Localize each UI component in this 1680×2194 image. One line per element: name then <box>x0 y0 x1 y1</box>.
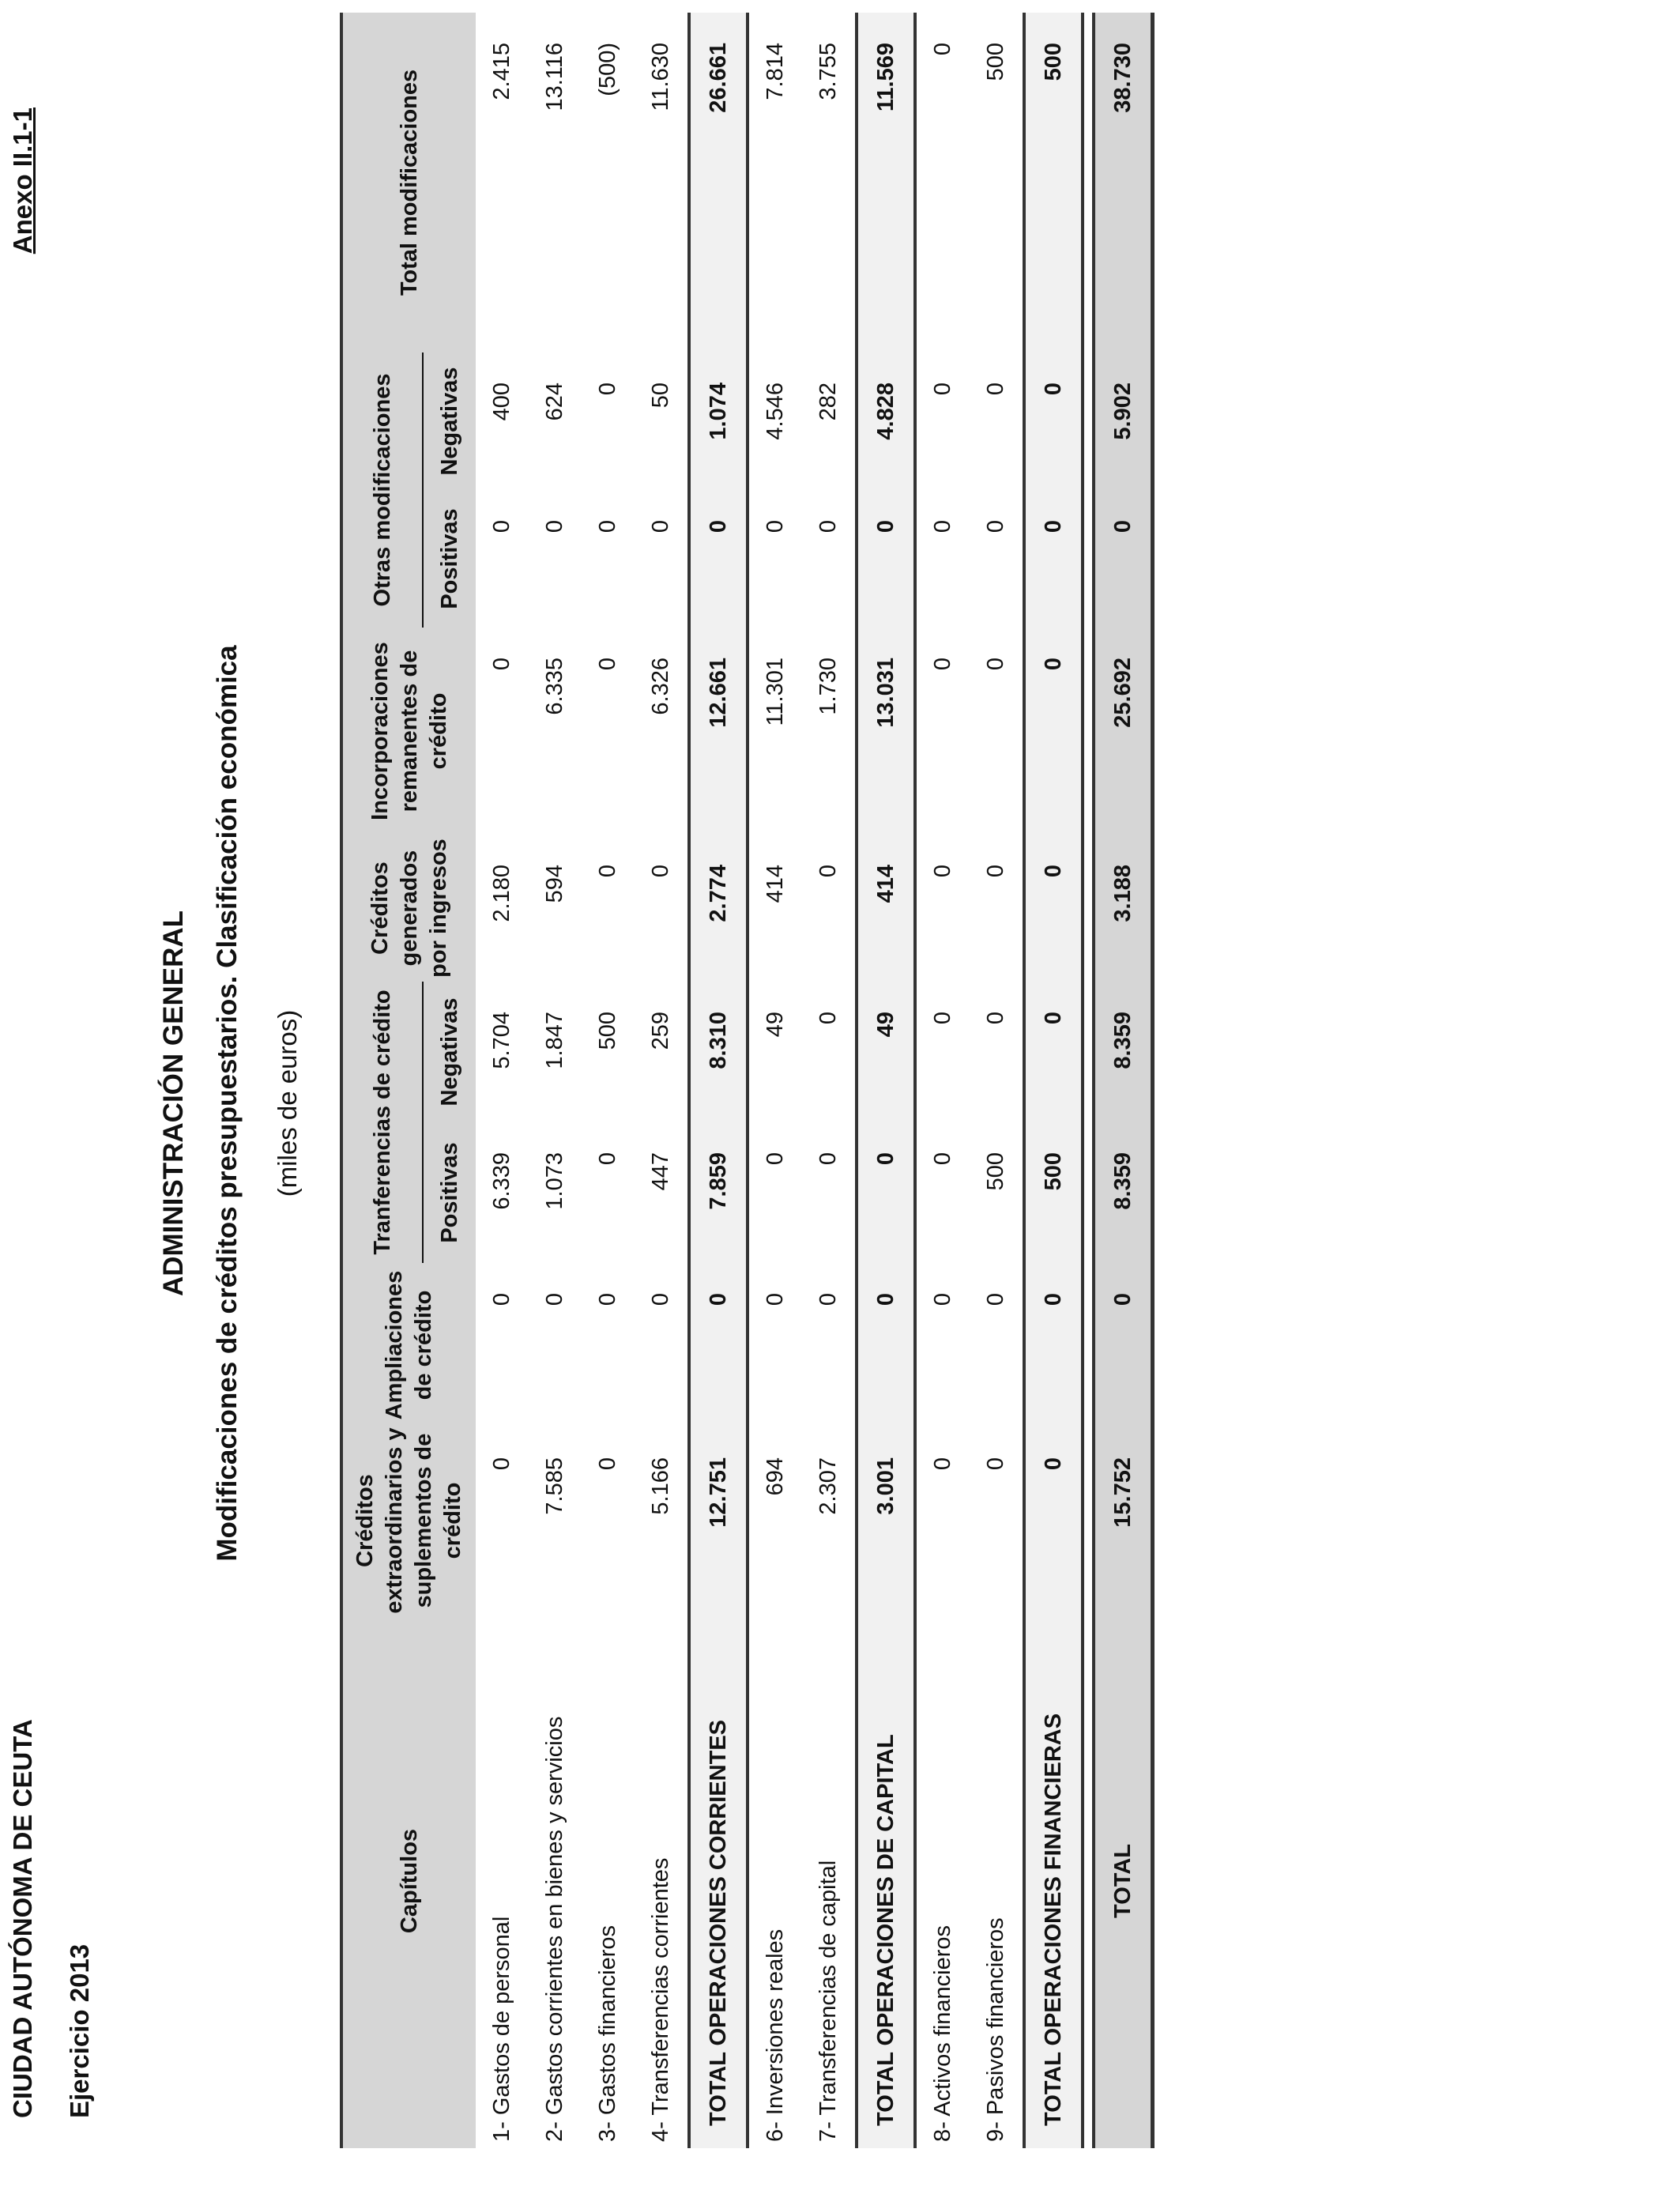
cell: 0 <box>489 658 514 671</box>
cell: 38.730 <box>1094 13 1153 352</box>
cell: 2.180 <box>489 865 514 922</box>
subtotal-row <box>689 13 748 2148</box>
row-label: TOTAL OPERACIONES CORRIENTES <box>689 1614 748 2148</box>
cell: 0 <box>983 865 1008 878</box>
units-label: (miles de euros) <box>273 1009 302 1197</box>
spacer-cell <box>1083 13 1094 2148</box>
header-creditos-generados: Créditos generados por ingresos <box>341 835 476 982</box>
cell: 3.755 <box>816 43 841 100</box>
cell: 12.751 <box>689 1427 748 1614</box>
cell: 7.814 <box>763 43 788 100</box>
cell: 11.569 <box>857 13 915 352</box>
cell: 0 <box>595 658 620 671</box>
cell: 8.310 <box>689 982 748 1122</box>
cell: 0 <box>930 383 955 396</box>
header-transferencias-positivas: Positivas <box>423 1122 476 1263</box>
cell: 0 <box>930 520 955 533</box>
row-label: TOTAL OPERACIONES FINANCIERAS <box>1024 1614 1083 2148</box>
row-label: TOTAL <box>1094 1614 1153 2148</box>
cell: 0 <box>489 1457 514 1471</box>
cell: 0 <box>983 1293 1008 1306</box>
table-row <box>802 13 857 2148</box>
cell: 6.339 <box>489 1152 514 1210</box>
exercise-year: Ejercicio 2013 <box>65 1943 94 2118</box>
cell: 2.774 <box>689 835 748 982</box>
row-label: 3- Gastos financieros <box>595 1924 620 2142</box>
cell: 0 <box>489 1293 514 1306</box>
cell: 0 <box>1024 490 1083 628</box>
cell: 0 <box>1024 1263 1083 1427</box>
cell: 49 <box>763 1012 788 1038</box>
spacer-row <box>1083 13 1094 2148</box>
row-label: 6- Inversiones reales <box>763 1928 788 2142</box>
cell: 0 <box>1094 1263 1153 1427</box>
cell: 1.074 <box>689 352 748 490</box>
table-row <box>748 13 802 2148</box>
cell: 694 <box>763 1457 788 1496</box>
row-label: TOTAL OPERACIONES DE CAPITAL <box>857 1614 915 2148</box>
grand-total-row <box>1094 13 1153 2148</box>
cell: 5.902 <box>1094 352 1153 490</box>
cell: 0 <box>595 383 620 396</box>
header-transferencias-negativas: Negativas <box>423 982 476 1122</box>
cell: 500 <box>1024 1122 1083 1263</box>
cell: 400 <box>489 383 514 421</box>
cell: 50 <box>648 383 673 409</box>
cell: 282 <box>816 383 841 421</box>
cell: 414 <box>763 865 788 903</box>
cell: 26.661 <box>689 13 748 352</box>
cell: (500) <box>595 43 620 96</box>
cell: 0 <box>1024 982 1083 1122</box>
cell: 0 <box>689 1263 748 1427</box>
cell: 500 <box>983 1152 1008 1191</box>
cell: 624 <box>542 383 567 421</box>
cell: 3.001 <box>857 1427 915 1614</box>
cell: 7.585 <box>542 1457 567 1515</box>
subtitle: Modificaciones de créditos presupuestarios. Clasificación económica <box>212 645 243 1562</box>
cell: 0 <box>857 1263 915 1427</box>
header-otras-positivas: Positivas <box>423 490 476 628</box>
cell: 500 <box>595 1012 620 1050</box>
header-capitulos: Capítulos <box>341 1614 476 2148</box>
cell: 500 <box>1024 13 1083 352</box>
header-incorporaciones: Incorporaciones remanentes de crédito <box>341 628 476 835</box>
cell: 11.630 <box>648 43 673 111</box>
table-row <box>915 13 970 2148</box>
cell: 0 <box>930 1457 955 1471</box>
subtotal-row <box>1024 13 1083 2148</box>
cell: 5.166 <box>648 1457 673 1515</box>
cell: 8.359 <box>1094 982 1153 1122</box>
main-title: ADMINISTRACIÓN GENERAL <box>158 910 189 1297</box>
cell: 2.307 <box>816 1457 841 1515</box>
cell: 0 <box>648 865 673 878</box>
cell: 0 <box>930 1293 955 1306</box>
cell: 5.704 <box>489 1012 514 1069</box>
cell: 2.415 <box>489 43 514 100</box>
cell: 0 <box>648 520 673 533</box>
table-row <box>529 13 582 2148</box>
cell: 0 <box>1024 1427 1083 1614</box>
cell: 0 <box>983 1012 1008 1025</box>
cell: 3.188 <box>1094 835 1153 982</box>
cell: 0 <box>930 1152 955 1166</box>
cell: 0 <box>983 520 1008 533</box>
header-transferencias: Tranferencias de crédito <box>341 982 423 1263</box>
cell: 0 <box>763 1293 788 1306</box>
cell: 500 <box>983 43 1008 81</box>
cell: 15.752 <box>1094 1427 1153 1614</box>
cell: 0 <box>648 1293 673 1306</box>
row-label: 1- Gastos de personal <box>489 1916 514 2142</box>
cell: 11.301 <box>763 658 788 726</box>
cell: 49 <box>857 982 915 1122</box>
cell: 414 <box>857 835 915 982</box>
cell: 7.859 <box>689 1122 748 1263</box>
header-otras-negativas: Negativas <box>423 352 476 490</box>
cell: 0 <box>857 1122 915 1263</box>
cell: 0 <box>595 865 620 878</box>
cell: 0 <box>542 520 567 533</box>
cell: 6.335 <box>542 658 567 715</box>
cell: 0 <box>930 658 955 671</box>
header-total: Total modificaciones <box>341 13 476 352</box>
cell: 0 <box>857 490 915 628</box>
cell: 4.828 <box>857 352 915 490</box>
row-label: 8- Activos financieros <box>930 1924 955 2142</box>
cell: 0 <box>983 1457 1008 1471</box>
cell: 1.730 <box>816 658 841 715</box>
cell: 0 <box>816 1152 841 1166</box>
cell: 0 <box>595 520 620 533</box>
cell: 259 <box>648 1012 673 1050</box>
table-row <box>476 13 529 2148</box>
table-row <box>970 13 1024 2148</box>
cell: 0 <box>595 1457 620 1471</box>
table-row <box>635 13 689 2148</box>
budget-modifications-table <box>340 13 1155 2148</box>
cell: 0 <box>930 865 955 878</box>
row-label: 9- Pasivos financieros <box>983 1917 1008 2142</box>
cell: 4.546 <box>763 383 788 440</box>
cell: 0 <box>983 658 1008 671</box>
cell: 1.847 <box>542 1012 567 1069</box>
cell: 594 <box>542 865 567 903</box>
row-label: 2- Gastos corrientes en bienes y servicios <box>542 1716 567 2142</box>
cell: 0 <box>595 1293 620 1306</box>
cell: 13.116 <box>542 43 567 111</box>
cell: 0 <box>930 43 955 56</box>
header-creditos-extraordinarios: Créditos extraordinarios y suplementos de crédito <box>341 1427 476 1614</box>
cell: 0 <box>763 1152 788 1166</box>
cell: 0 <box>542 1293 567 1306</box>
cell: 0 <box>816 1293 841 1306</box>
cell: 0 <box>816 865 841 878</box>
cell: 0 <box>595 1152 620 1166</box>
annex-label: Anexo II.1-1 <box>8 107 37 254</box>
cell: 0 <box>816 520 841 533</box>
cell: 0 <box>983 383 1008 396</box>
organization-name: CIUDAD AUTÓNOMA DE CEUTA <box>8 1719 37 2118</box>
cell: 0 <box>1024 352 1083 490</box>
cell: 25.692 <box>1094 628 1153 835</box>
cell: 6.326 <box>648 658 673 715</box>
cell: 0 <box>763 520 788 533</box>
header-ampliaciones: Ampliaciones de crédito <box>341 1263 476 1427</box>
subtotal-row <box>857 13 915 2148</box>
row-label: 7- Transferencias de capital <box>816 1860 841 2142</box>
cell: 1.073 <box>542 1152 567 1210</box>
cell: 0 <box>1024 835 1083 982</box>
table-row <box>582 13 635 2148</box>
cell: 13.031 <box>857 628 915 835</box>
row-label: 4- Transferencias corrientes <box>648 1857 673 2142</box>
cell: 0 <box>1024 628 1083 835</box>
cell: 447 <box>648 1152 673 1191</box>
cell: 0 <box>489 520 514 533</box>
cell: 0 <box>816 1012 841 1025</box>
cell: 0 <box>689 490 748 628</box>
cell: 0 <box>1094 490 1153 628</box>
cell: 0 <box>930 1012 955 1025</box>
header-otras-modificaciones: Otras modificaciones <box>341 352 423 628</box>
cell: 8.359 <box>1094 1122 1153 1263</box>
cell: 12.661 <box>689 628 748 835</box>
